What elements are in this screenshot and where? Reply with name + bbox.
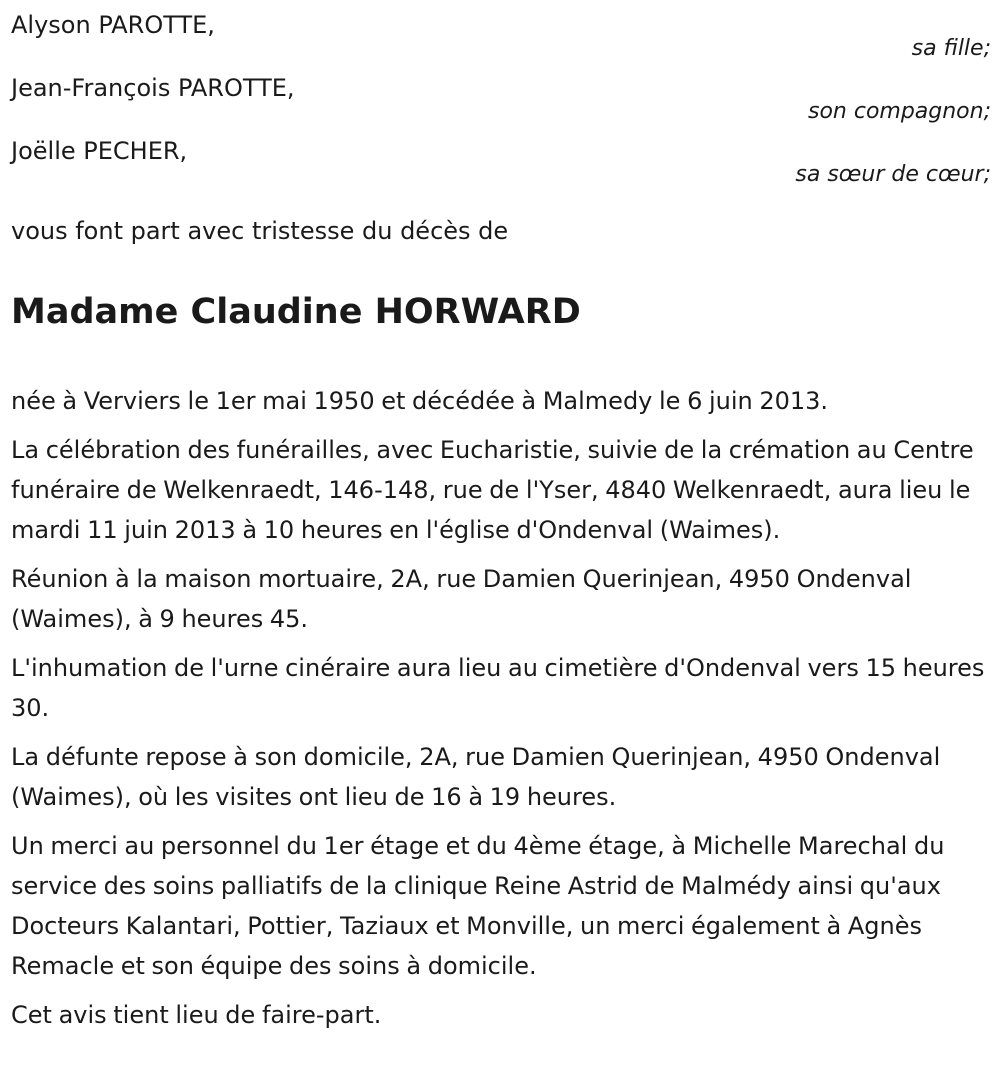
birth-death-paragraph: née à Verviers le 1er mai 1950 et décédée à Malmedy le 6 juin 2013.	[11, 387, 829, 415]
funeral-paragraph: La célébration des funérailles, avec Eucharistie, suivie de la crémation au Centre funéraire de Welkenraedt, 146-148, rue de l'Yser, 4840 Welkenraedt, aura lieu le mardi 11 juin 2013 à 10 heures en l'église d'Ondenval (Waimes).	[11, 436, 974, 544]
signer-relation: sa sœur de cœur;	[795, 162, 991, 187]
signer-relation: son compagnon;	[807, 99, 991, 124]
announcement-intro: vous font part avec tristesse du décès de	[11, 217, 509, 245]
signer-relation: sa fille;	[911, 36, 991, 61]
signer-name: Alyson PAROTTE,	[11, 11, 215, 39]
signer-name: Joëlle PECHER,	[11, 137, 188, 165]
closing-paragraph: Cet avis tient lieu de faire-part.	[11, 1001, 382, 1029]
signer-entry	[11, 63, 991, 126]
signer-entry	[11, 126, 991, 189]
obituary-notice	[11, 0, 991, 1029]
burial-paragraph: L'inhumation de l'urne cinéraire aura lieu au cimetière d'Ondenval vers 15 heures 30.	[11, 654, 985, 722]
thanks-paragraph: Un merci au personnel du 1er étage et du 4ème étage, à Michelle Marechal du service des soins palliatifs de la clinique Reine Astrid de Malmédy ainsi qu'aux Docteurs Kalantari, Pottier, Taziaux et Monville, un merci également à Agnès Remacle et son équipe des soins à domicile.	[11, 832, 945, 980]
visitation-paragraph: La défunte repose à son domicile, 2A, rue Damien Querinjean, 4950 Ondenval (Waimes), où les visites ont lieu de 16 à 19 heures.	[11, 743, 941, 811]
deceased-name: Madame Claudine HORWARD	[11, 292, 581, 332]
signer-name: Jean-François PAROTTE,	[11, 74, 295, 102]
gathering-paragraph: Réunion à la maison mortuaire, 2A, rue Damien Querinjean, 4950 Ondenval (Waimes), à 9 heures 45.	[11, 565, 912, 633]
notice-body	[11, 381, 991, 1044]
signer-entry	[11, 0, 991, 63]
